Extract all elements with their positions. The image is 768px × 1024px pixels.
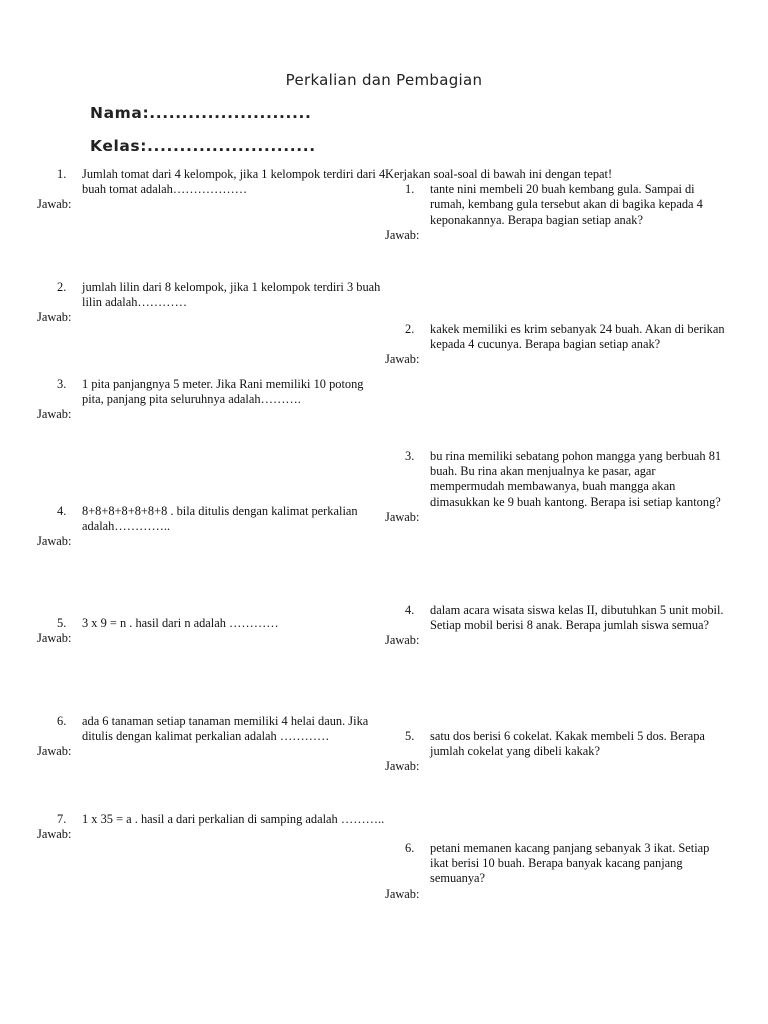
- answer-label: Jawab:: [37, 534, 72, 549]
- question-text: satu dos berisi 6 cokelat. Kakak membeli 5 dos. Berapa jumlah cokelat yang dibeli kakak?: [430, 729, 705, 759]
- answer-label: Jawab:: [385, 633, 420, 648]
- question-number: 2.: [57, 280, 67, 294]
- answer-label: Jawab:: [385, 759, 420, 774]
- question-text: 1 pita panjangnya 5 meter. Jika Rani memiliki 10 potong pita, panjang pita seluruhnya adalah……….: [82, 377, 364, 407]
- question-text: 1 x 35 = a . hasil a dari perkalian di samping adalah ………..: [82, 812, 385, 826]
- question-text: dalam acara wisata siswa kelas II, dibutuhkan 5 unit mobil. Setiap mobil berisi 8 anak. Berapa jumlah siswa semua?: [430, 603, 724, 633]
- name-field-label: Nama:.........................: [90, 104, 312, 122]
- question-number: 7.: [57, 812, 67, 826]
- question-number: 5.: [57, 616, 67, 630]
- question-text: petani memanen kacang panjang sebanyak 3 ikat. Setiap ikat berisi 10 buah. Berapa banyak kacang panjang semuanya?: [430, 841, 710, 886]
- left-question-3: [37, 377, 387, 423]
- left-question-1: [37, 167, 387, 213]
- answer-label: Jawab:: [37, 631, 72, 646]
- answer-label: Jawab:: [385, 509, 420, 524]
- left-question-2: [37, 280, 387, 326]
- answer-label: Jawab:: [37, 827, 72, 842]
- right-question-4: [385, 603, 730, 649]
- question-number: 4.: [405, 603, 415, 617]
- question-text: ada 6 tanaman setiap tanaman memiliki 4 helai daun. Jika ditulis dengan kalimat perkalian adalah …………: [82, 714, 369, 744]
- question-number: 2.: [405, 322, 415, 336]
- answer-label: Jawab:: [37, 310, 72, 325]
- answer-label: Jawab:: [385, 227, 420, 242]
- left-question-7: [37, 812, 387, 842]
- question-text: 3 x 9 = n . hasil dari n adalah …………: [82, 616, 279, 630]
- answer-label: Jawab:: [37, 197, 72, 212]
- answer-label: Jawab:: [385, 886, 420, 901]
- answer-label: Jawab:: [37, 744, 72, 759]
- question-number: 6.: [57, 714, 67, 728]
- left-question-6: [37, 714, 387, 760]
- question-text: kakek memiliki es krim sebanyak 24 buah. Akan di berikan kepada 4 cucunya. Berapa bagian setiap anak?: [430, 322, 725, 352]
- instruction-text: Kerjakan soal-soal di bawah ini dengan tepat!: [385, 167, 613, 181]
- question-text: 8+8+8+8+8+8+8 . bila ditulis dengan kalimat perkalian adalah…………..: [82, 504, 358, 534]
- question-number: 4.: [57, 504, 67, 518]
- question-number: 5.: [405, 729, 415, 743]
- question-text: jumlah lilin dari 8 kelompok, jika 1 kelompok terdiri 3 buah lilin adalah…………: [82, 280, 381, 310]
- question-text: Jumlah tomat dari 4 kelompok, jika 1 kelompok terdiri dari 4 buah tomat adalah………………: [82, 167, 386, 197]
- right-question-5: [385, 729, 730, 775]
- right-question-2: [385, 322, 730, 368]
- right-question-3: [385, 449, 730, 525]
- question-number: 1.: [57, 167, 67, 181]
- question-number: 3.: [405, 449, 415, 463]
- left-question-5: [37, 616, 387, 646]
- page-title: Perkalian dan Pembagian: [285, 71, 483, 89]
- answer-label: Jawab:: [385, 352, 420, 367]
- question-number: 1.: [405, 182, 415, 197]
- question-text: tante nini membeli 20 buah kembang gula. Sampai di rumah, kembang gula tersebut akan di bagika kepada 4 keponakannya. Berapa bagian setiap anak?: [430, 182, 703, 227]
- question-number: 3.: [57, 377, 67, 391]
- answer-label: Jawab:: [37, 407, 72, 422]
- question-number: 6.: [405, 841, 415, 855]
- question-text: bu rina memiliki sebatang pohon mangga yang berbuah 81 buah. Bu rina akan menjualnya ke pasar, agar mempermudah membawanya, buah mangga akan dimasukkan ke 9 buah kantong. Berapa isi setiap kantong?: [430, 449, 722, 509]
- left-question-4: [37, 504, 387, 550]
- right-question-6: [385, 841, 730, 902]
- class-field-label: Kelas:..........................: [90, 137, 316, 155]
- right-question-1: [385, 167, 730, 243]
